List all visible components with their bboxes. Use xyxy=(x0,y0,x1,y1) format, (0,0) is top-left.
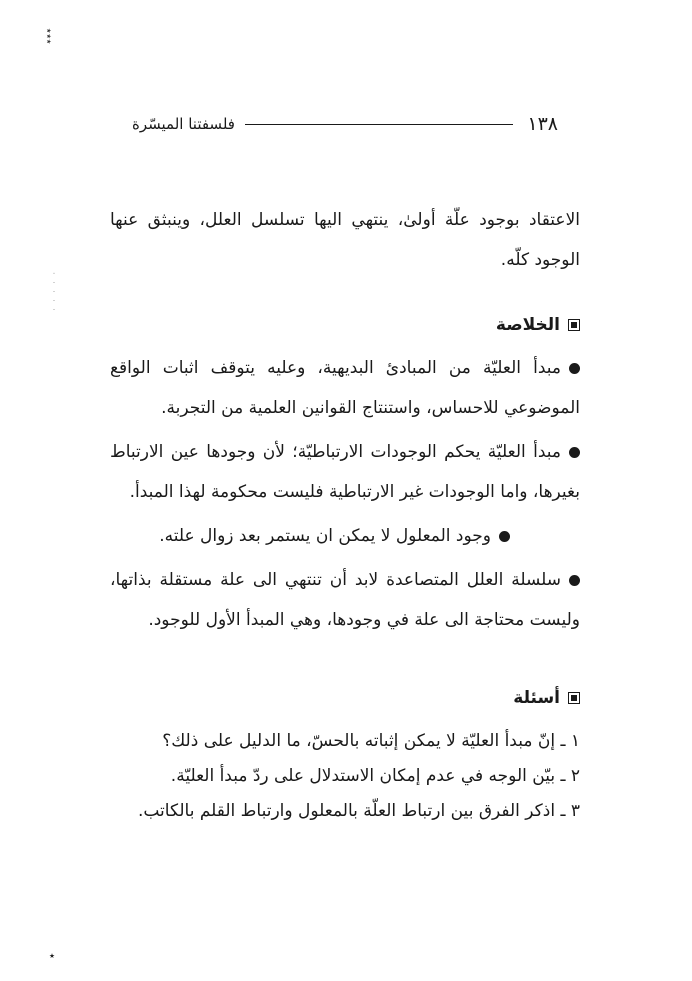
square-bullet-icon xyxy=(568,692,580,704)
margin-mark-bottom: ٭ xyxy=(49,949,55,962)
questions-heading xyxy=(513,688,580,708)
question-item: ٣ ـ اذكر الفرق بين ارتباط العلّة بالمعلول وارتباط القلم بالكاتب. xyxy=(137,801,580,821)
list-item xyxy=(110,348,580,428)
header-rule xyxy=(245,124,513,125)
question-item: ١ ـ إنّ مبدأ العليّة لا يمكن إثباته بالحسّ، ما الدليل على ذلك؟ xyxy=(162,731,580,751)
question-item: ٢ ـ بيّن الوجه في عدم إمكان الاستدلال على ردّ مبدأ العليّة. xyxy=(170,766,580,786)
filled-circle-icon xyxy=(499,531,510,542)
list-item xyxy=(110,560,580,640)
summary-list xyxy=(110,348,580,644)
intro-paragraph: الاعتقاد بوجود علّة أولىٰ، ينتهي اليها تسلسل العلل، وينبثق عنها الوجود كلّه. xyxy=(110,210,580,270)
filled-circle-icon xyxy=(569,447,580,458)
summary-item-text: سلسلة العلل المتصاعدة لابد أن تنتهي الى علة مستقلة بذاتها، وليست محتاجة الى علة في وجودها، وهي المبدأ الأول للوجود. xyxy=(110,570,580,630)
summary-heading-label: الخلاصة xyxy=(495,315,560,335)
questions-heading-label: أسئلة xyxy=(513,688,560,708)
margin-mark-top: ٭٭٭ xyxy=(43,28,54,45)
square-bullet-icon xyxy=(568,319,580,331)
summary-item-text: مبدأ العليّة من المبادئ البديهية، وعليه يتوقف اثبات الواقع الموضوعي للاحساس، واستنتاج القوانين العلمية من التجربة. xyxy=(110,358,580,418)
book-title: فلسفتنا الميسّرة xyxy=(132,115,235,133)
filled-circle-icon xyxy=(569,575,580,586)
list-item xyxy=(110,432,580,512)
margin-mark-middle: · · · · · xyxy=(49,272,58,313)
page-number: ١٣٨ xyxy=(527,113,558,135)
question-list xyxy=(110,724,580,829)
summary-heading xyxy=(496,315,580,335)
filled-circle-icon xyxy=(569,363,580,374)
page-header xyxy=(132,112,558,136)
summary-item-text: مبدأ العليّة يحكم الوجودات الارتباطيّة؛ لأن وجودها عين الارتباط بغيرها، واما الوجودات غير الارتباطية فليست محكومة لهذا المبدأ. xyxy=(110,442,580,502)
list-item xyxy=(110,516,580,556)
summary-item-text: وجود المعلول لا يمكن ان يستمر بعد زوال علته. xyxy=(159,526,491,546)
